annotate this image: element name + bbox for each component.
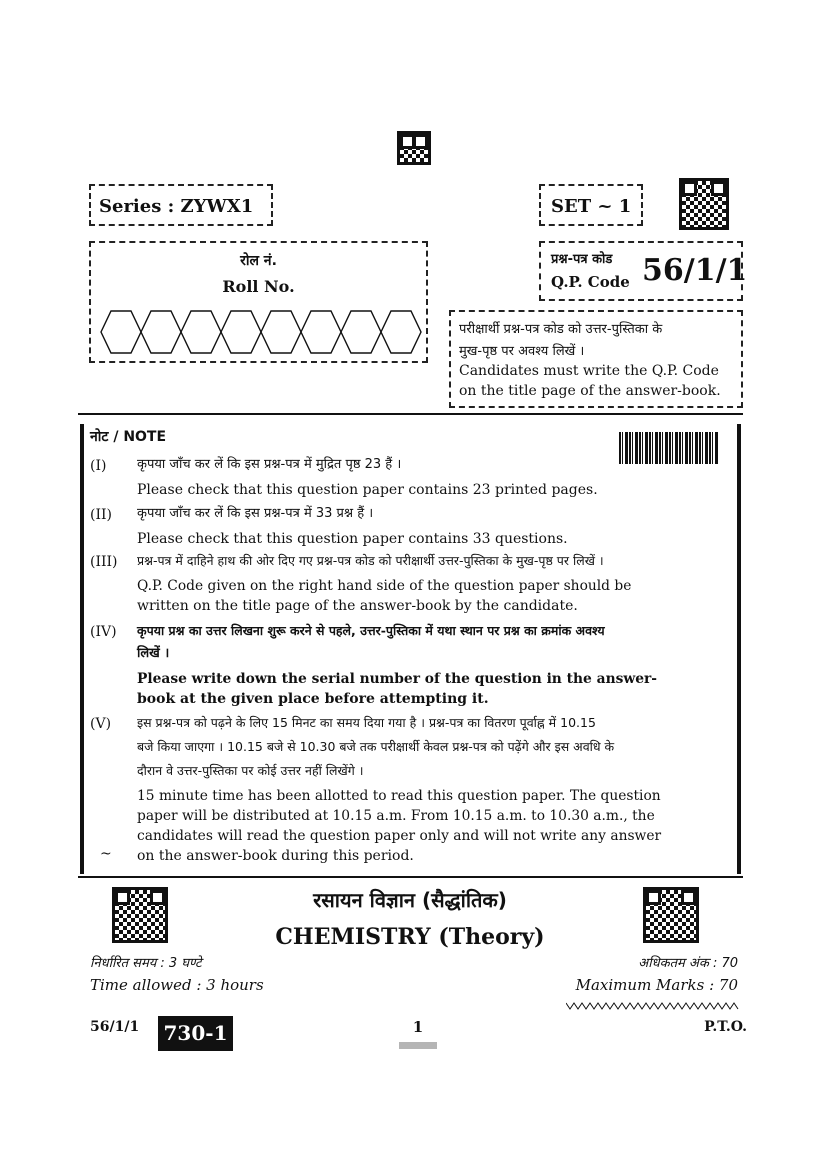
max-marks-english: Maximum Marks : 70 — [575, 976, 738, 994]
roll-number-cells[interactable] — [97, 307, 427, 357]
note-bottom-rule — [78, 876, 743, 878]
note-3-english-1: Q.P. Code given on the right hand side of the question paper should be — [137, 578, 632, 594]
top-qr-code — [397, 131, 431, 165]
subject-qr-left — [112, 887, 168, 943]
roll-label-english: Roll No. — [222, 277, 295, 296]
note-2-english: Please check that this question paper contains 33 questions. — [137, 531, 568, 547]
page-number-bar — [399, 1042, 437, 1049]
note-5-english-4: on the answer-book during this period. — [137, 848, 414, 864]
note-5-english-1: 15 minute time has been allotted to read this question paper. The question — [137, 788, 661, 804]
note-barcode — [619, 432, 719, 464]
series-box — [89, 184, 273, 226]
marks-wavy-rule — [566, 1001, 740, 1011]
note-2-hindi: कृपया जाँच कर लें कि इस प्रश्न-पत्र में 33 प्रश्न हैं । — [137, 506, 374, 521]
qp-label-english: Q.P. Code — [551, 273, 630, 291]
note-tilde: ~ — [100, 846, 112, 862]
series-label: Series : ZYWX1 — [99, 196, 254, 217]
note-5-english-2: paper will be distributed at 10.15 a.m. From 10.15 a.m. to 10.30 a.m., the — [137, 808, 655, 824]
note-left-rule — [80, 424, 84, 874]
note-1-hindi: कृपया जाँच कर लें कि इस प्रश्न-पत्र में मुद्रित पृष्ठ 23 हैं । — [137, 457, 402, 472]
note-heading: नोट / NOTE — [90, 429, 167, 445]
roll-label-hindi: रोल नं. — [240, 253, 277, 269]
note-1-english: Please check that this question paper contains 23 printed pages. — [137, 482, 598, 498]
time-allowed-english: Time allowed : 3 hours — [90, 976, 264, 994]
note-right-rule — [737, 424, 741, 874]
note-4-english-2: book at the given place before attempting it. — [137, 691, 489, 707]
note-number-4: (IV) — [90, 624, 117, 640]
note-number-3: (III) — [90, 554, 118, 570]
pto-label: P.T.O. — [704, 1019, 747, 1035]
qp-label-hindi: प्रश्न-पत्र कोड — [551, 252, 613, 267]
note-5-english-3: candidates will read the question paper only and will not write any answer — [137, 828, 662, 844]
note-top-rule — [78, 413, 743, 415]
set-label: SET ~ 1 — [551, 196, 632, 217]
note-3-hindi: प्रश्न-पत्र में दाहिने हाथ की ओर दिए गए प्रश्न-पत्र कोड को परीक्षार्थी उत्तर-पुस्तिका के मुख-पृष्ठ पर लिखें । — [137, 553, 604, 568]
time-allowed-hindi: निर्धारित समय : 3 घण्टे — [90, 956, 202, 971]
candidate-note-hindi-2: मुख-पृष्ठ पर अवश्य लिखें । — [459, 344, 585, 359]
set-qr-code — [679, 178, 729, 230]
candidate-note-english-1: Candidates must write the Q.P. Code — [459, 363, 719, 379]
note-4-hindi-1: कृपया प्रश्न का उत्तर लिखना शुरू करने से पहले, उत्तर-पुस्तिका में यथा स्थान पर प्रश्न का क्रमांक अवश्य — [137, 623, 605, 638]
note-5-hindi-3: दौरान वे उत्तर-पुस्तिका पर कोई उत्तर नहीं लिखेंगे । — [137, 763, 364, 778]
note-5-hindi-2: बजे किया जाएगा । 10.15 बजे से 10.30 बजे तक परीक्षार्थी केवल प्रश्न-पत्र को पढ़ेंगे और इस अवधि के — [137, 739, 615, 754]
note-4-english-1: Please write down the serial number of the question in the answer- — [137, 671, 658, 687]
note-3-english-2: written on the title page of the answer-book by the candidate. — [137, 598, 578, 614]
candidate-instruction-box — [449, 310, 743, 408]
note-number-2: (II) — [90, 507, 112, 523]
subject-title-english: CHEMISTRY (Theory) — [275, 924, 545, 950]
qp-code-box — [539, 241, 748, 301]
footer-paper-code: 56/1/1 — [90, 1019, 140, 1035]
subject-title-hindi: रसायन विज्ञान (सैद्धांतिक) — [313, 888, 507, 912]
set-box — [539, 184, 643, 226]
page-number: 1 — [412, 1018, 424, 1036]
note-number-1: (I) — [90, 458, 107, 474]
qp-code-value: 56/1/1 — [642, 253, 748, 288]
candidate-note-hindi-1: परीक्षार्थी प्रश्न-पत्र कोड को उत्तर-पुस्तिका के — [459, 322, 663, 337]
note-4-hindi-2: लिखें । — [137, 646, 170, 661]
candidate-note-english-2: on the title page of the answer-book. — [459, 383, 721, 399]
footer-code-box: 730-1 — [158, 1016, 233, 1051]
note-number-5: (V) — [90, 716, 112, 732]
subject-qr-right — [643, 887, 699, 943]
note-5-hindi-1: इस प्रश्न-पत्र को पढ़ने के लिए 15 मिनट का समय दिया गया है । प्रश्न-पत्र का वितरण पूर्वाह्न में 10.15 — [137, 715, 596, 730]
roll-number-box — [89, 241, 428, 363]
max-marks-hindi: अधिकतम अंक : 70 — [638, 956, 738, 971]
